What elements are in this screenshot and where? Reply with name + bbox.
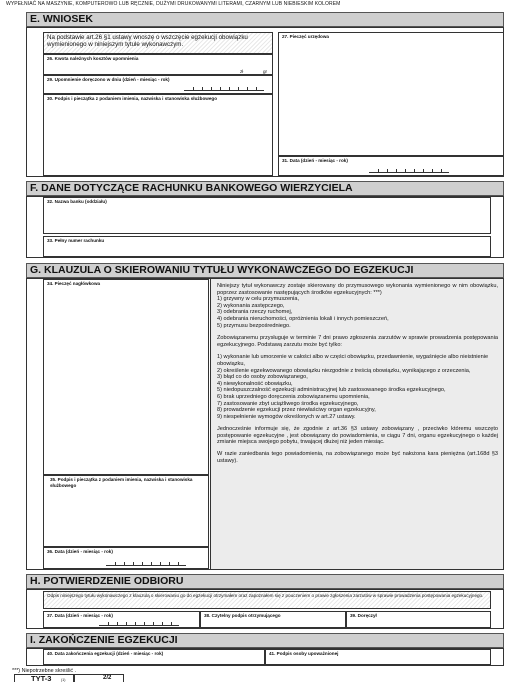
clause-para-2: Zobowiązanemu przysługuje w terminie 7 dni prawo zgłoszenia zarzutów w sprawie prowadzenia postępowania egzekucyjnego. Podstawą zarzutu może być tylko: — [217, 335, 498, 348]
section-i-header: I. ZAKOŃCZENIE EGZEKUCJI — [26, 633, 504, 648]
field-26[interactable] — [43, 54, 273, 75]
section-g-header: G. KLAUZULA O SKIEROWANIU TYTUŁU WYKONAWCZEGO DO EGZEKUCJI — [26, 263, 504, 278]
section-f-header: F. DANE DOTYCZĄCE RACHUNKU BANKOWEGO WIERZYCIELA — [26, 181, 504, 196]
objection-2: 2) określenie egzekwowanego obowiązku niezgodnie z treścią obowiązku, wynikającego z orzeczenia, — [217, 367, 471, 374]
field-35[interactable] — [43, 475, 209, 547]
currency-zl: zł — [240, 69, 244, 74]
form-code: TYT-3 — [31, 674, 52, 683]
top-instruction: WYPEŁNIAĆ NA MASZYNIE, KOMPUTEROWO LUB RĘCZNIE, DUŻYMI DRUKOWANYMI LITERAMI, CZARNYM LUB NIEBIESKIM KOLOREM — [6, 1, 341, 7]
measure-2: 2) wykonania zastępczego, — [217, 302, 285, 309]
date-tickline — [106, 561, 186, 566]
field-34[interactable] — [43, 279, 209, 475]
field-40-label: 40. Data zakończenia egzekucji (dzień - miesiąc - rok) — [47, 651, 164, 656]
field-39-label: 39. Doręczył — [350, 613, 377, 618]
section-e-statement: Na podstawie art.26 §1 ustawy wnoszę o wszczęcie egzekucji obowiązku wymienionego w niniejszym tytule wykonawczym. — [47, 34, 248, 49]
field-27[interactable] — [278, 32, 504, 156]
field-41[interactable] — [265, 649, 491, 665]
field-27-label: 27. Pieczęć urzędowa — [282, 34, 329, 39]
field-37[interactable] — [43, 611, 200, 628]
statement-box — [43, 32, 273, 54]
date-tickline — [99, 621, 179, 626]
field-35-label: 35. Podpis i pieczątka z podaniem imienia, nazwiska i stanowiska służbowego — [50, 477, 193, 488]
measure-3: 3) odebrania rzeczy ruchomej, — [217, 309, 293, 316]
field-38[interactable] — [200, 611, 346, 628]
clause-para-1: Niniejszy tytuł wykonawczy zostaje skierowany do przymusowego wykonania wymienionego w nim obowiązku, poprzez zastosowanie następujących środków egzekucyjnych: ***) — [217, 283, 498, 296]
field-26-label: 26. Kwota należnych kosztów upomnienia — [47, 56, 139, 61]
field-30-label: 30. Podpis i pieczątka z podaniem imienia, nazwiska i stanowiska służbowego — [47, 96, 218, 101]
section-e-header: E. WNIOSEK — [26, 12, 504, 27]
objection-6: 6) brak uprzedniego doręczenia zobowiązanemu upomnienia, — [217, 393, 370, 400]
field-31[interactable] — [278, 156, 504, 176]
objection-8: 8) prowadzenie egzekucji przez niewłaściwy organ egzekucyjny, — [217, 407, 376, 414]
field-38-label: 38. Czytelny podpis otrzymującego — [204, 613, 281, 618]
field-39[interactable] — [346, 611, 491, 628]
objection-4: 4) niewykonalność obowiązku, — [217, 380, 293, 387]
date-tickline — [184, 86, 264, 91]
clause-para-4: W razie zaniedbania tego powiadomienia, na zobowiązanego może być nałożona kara pieniężna (art.168d §3 ustawy). — [217, 451, 498, 464]
date-tickline — [369, 168, 449, 173]
currency-gr: gr — [263, 69, 268, 74]
section-h-statement: Odpis niniejszego tytułu wykonawczego z klauzulą o skierowaniu go do egzekucji otrzymałem oraz zapoznałem się z pouczeniem o prawie zgłoszenia zarzutów w sprawie prowadzenia postępowania egzekucyjnego. — [47, 593, 484, 598]
field-32-label: 32. Nazwa banku (oddziału) — [47, 199, 107, 204]
field-33-label: 33. Pełny numer rachunku — [47, 238, 105, 243]
field-31-label: 31. Data (dzień - miesiąc - rok) — [282, 158, 348, 163]
form-code-box — [14, 674, 74, 682]
measure-1: 1) grzywny w celu przymuszenia, — [217, 296, 300, 303]
field-41-label: 41. Podpis osoby upoważnionej — [269, 651, 339, 656]
field-32[interactable] — [43, 197, 491, 234]
page-number: 2/2 — [103, 675, 112, 681]
objection-3: 3) błąd co do osoby zobowiązanego, — [217, 374, 308, 381]
clause-text-panel — [210, 279, 503, 569]
measure-4: 4) odebrania nieruchomości, opróżnienia lokali i innych pomieszczeń, — [217, 315, 389, 322]
field-34-label: 34. Pieczęć nagłówkowa — [47, 281, 101, 286]
field-40[interactable] — [43, 649, 265, 665]
form-code-suffix: (1) — [61, 678, 66, 682]
footnote: ***) Niepotrzebne skreślić . — [12, 668, 77, 674]
clause-para-3: Jednocześnie informuje się, że zgodnie z art.36 §3 ustawy zobowiązany , przeciwko któremu wszczęto postępowanie egzekucyjne , jest obowiązany do powiadomienia, w ciągu 7 dni, organu egzekucyjnego o każdej zmianie miejsca swojego pobytu, trwającej dłużej niż jeden miesiąc. — [217, 426, 498, 446]
field-33[interactable] — [43, 236, 491, 257]
field-36-label: 36. Data (dzień - miesiąc - rok) — [47, 549, 113, 554]
receipt-statement-box — [43, 591, 491, 609]
field-29-label: 29. Upomnienie doręczono w dniu (dzień - miesiąc - rok) — [47, 77, 170, 82]
measure-5: 5) przymusu bezpośredniego. — [217, 322, 291, 329]
objection-5: 5) niedopuszczalność egzekucji administracyjnej lub zastosowanego środka egzekucyjnego, — [217, 387, 446, 394]
objection-9: 9) niespełnienie wymogów określonych w art.27 ustawy. — [217, 413, 356, 420]
field-29[interactable] — [43, 75, 273, 94]
objection-7: 7) zastosowanie zbyt uciążliwego środka egzekucyjnego, — [217, 400, 359, 407]
field-36[interactable] — [43, 547, 209, 569]
page-number-box — [74, 674, 124, 682]
field-30[interactable] — [43, 94, 273, 176]
section-h-header: H. POTWIERDZENIE ODBIORU — [26, 574, 504, 589]
objection-1: 1) wykonanie lub umorzenie w całości albo w części obowiązku, przedawnienie, wygaśnięcie albo nieistnienie obowiązku, — [217, 354, 489, 367]
field-37-label: 37. Data (dzień - miesiąc - rok) — [47, 613, 113, 618]
